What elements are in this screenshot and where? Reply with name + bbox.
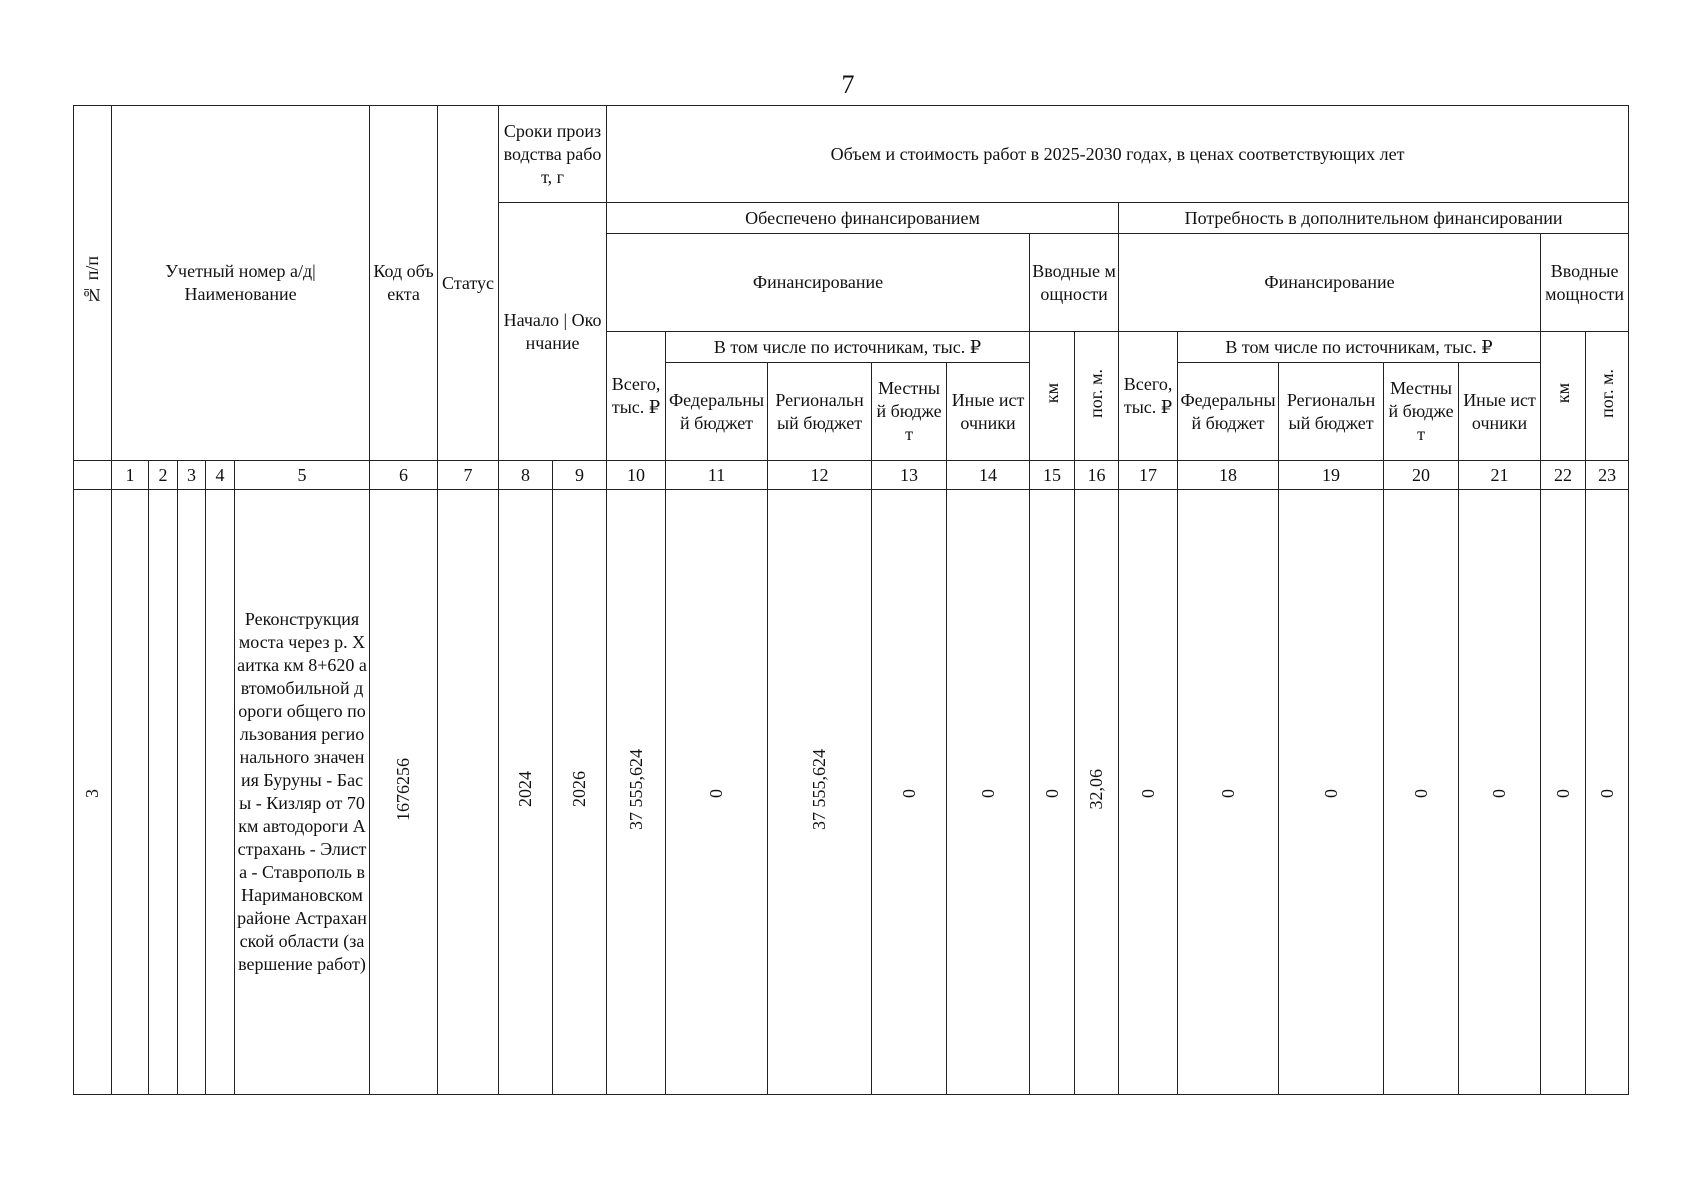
cell-end: 2026	[553, 490, 607, 1095]
cell-col-2	[149, 490, 178, 1095]
cell-pm: 32,06	[1075, 490, 1119, 1095]
header-need-km: км	[1541, 332, 1586, 461]
column-number: 1	[112, 461, 149, 490]
column-number: 21	[1459, 461, 1541, 490]
header-secured: Обеспечено финансированием	[607, 203, 1119, 234]
column-number: 14	[947, 461, 1030, 490]
cell-local: 0	[872, 490, 947, 1095]
column-number: 4	[206, 461, 235, 490]
column-number: 15	[1030, 461, 1075, 490]
cell-code: 1676256	[370, 490, 438, 1095]
header-code: Код объекта	[370, 106, 438, 461]
cell-other: 0	[947, 490, 1030, 1095]
header-financing: Финансирование	[607, 234, 1030, 332]
cell-regional: 37 555,624	[768, 490, 872, 1095]
column-number: 23	[1586, 461, 1629, 490]
header-total: Всего, тыс. ₽	[607, 332, 666, 461]
column-number: 5	[235, 461, 370, 490]
column-number: 13	[872, 461, 947, 490]
column-number: 18	[1178, 461, 1279, 490]
header-other: Иные источники	[947, 363, 1030, 461]
cell-name: Реконструкция моста через р. Хаитка км 8+620 автомобильной дороги общего пользования регионального значения Буруны - Басы - Кизляр от 70 км автодороги Астрахань - Элиста - Ставрополь в Наримановском районе Астраханской области (завершение работ)	[235, 490, 370, 1095]
header-need-capacity: Вводные мощности	[1541, 234, 1629, 332]
column-number: 3	[178, 461, 206, 490]
header-need-federal: Федеральный бюджет	[1178, 363, 1279, 461]
cell-km: 0	[1030, 490, 1075, 1095]
header-local: Местный бюджет	[872, 363, 947, 461]
header-terms: Сроки производства работ, г	[499, 106, 607, 203]
cell-need-other: 0	[1459, 490, 1541, 1095]
cell-col-3	[178, 490, 206, 1095]
header-sources: В том числе по источникам, тыс. ₽	[666, 332, 1030, 363]
column-number: 8	[499, 461, 553, 490]
cell-need-federal: 0	[1178, 490, 1279, 1095]
column-number: 10	[607, 461, 666, 490]
header-need-financing: Финансирование	[1119, 234, 1541, 332]
table-row	[74, 490, 1629, 1095]
cell-total: 37 555,624	[607, 490, 666, 1095]
header-dates: Начало | Окончание	[499, 203, 607, 461]
cell-need-km: 0	[1541, 490, 1586, 1095]
cell-need-total: 0	[1119, 490, 1178, 1095]
cell-np: 3	[74, 490, 112, 1095]
investment-table	[73, 105, 1629, 1095]
column-number: 19	[1279, 461, 1384, 490]
cell-need-local: 0	[1384, 490, 1459, 1095]
header-np: № п/п	[74, 106, 112, 461]
cell-status	[438, 490, 499, 1095]
header-volume: Объем и стоимость работ в 2025-2030 годах, в ценах соответствующих лет	[607, 106, 1629, 203]
cell-need-pm: 0	[1586, 490, 1629, 1095]
column-number: 16	[1075, 461, 1119, 490]
column-number: 11	[666, 461, 768, 490]
header-federal: Федеральный бюджет	[666, 363, 768, 461]
column-number: 2	[149, 461, 178, 490]
cell-need-regional: 0	[1279, 490, 1384, 1095]
column-number: 7	[438, 461, 499, 490]
column-number-blank	[74, 461, 112, 490]
header-need: Потребность в дополнительном финансировании	[1119, 203, 1629, 234]
column-number: 12	[768, 461, 872, 490]
column-number: 22	[1541, 461, 1586, 490]
header-status: Статус	[438, 106, 499, 461]
column-number: 6	[370, 461, 438, 490]
cell-start: 2024	[499, 490, 553, 1095]
header-need-local: Местный бюджет	[1384, 363, 1459, 461]
cell-col-4	[206, 490, 235, 1095]
header-km: км	[1030, 332, 1075, 461]
cell-federal: 0	[666, 490, 768, 1095]
header-capacity: Вводные мощности	[1030, 234, 1119, 332]
header-need-pm: пог. м.	[1586, 332, 1629, 461]
page-number: 7	[841, 70, 855, 99]
header-name: Учетный номер а/д| Наименование	[112, 106, 370, 461]
header-need-other: Иные источники	[1459, 363, 1541, 461]
header-need-total: Всего, тыс. ₽	[1119, 332, 1178, 461]
header-regional: Региональный бюджет	[768, 363, 872, 461]
column-number: 9	[553, 461, 607, 490]
column-number: 20	[1384, 461, 1459, 490]
column-number: 17	[1119, 461, 1178, 490]
header-need-sources: В том числе по источникам, тыс. ₽	[1178, 332, 1541, 363]
header-need-regional: Региональный бюджет	[1279, 363, 1384, 461]
header-pm: пог. м.	[1075, 332, 1119, 461]
cell-col-1	[112, 490, 149, 1095]
